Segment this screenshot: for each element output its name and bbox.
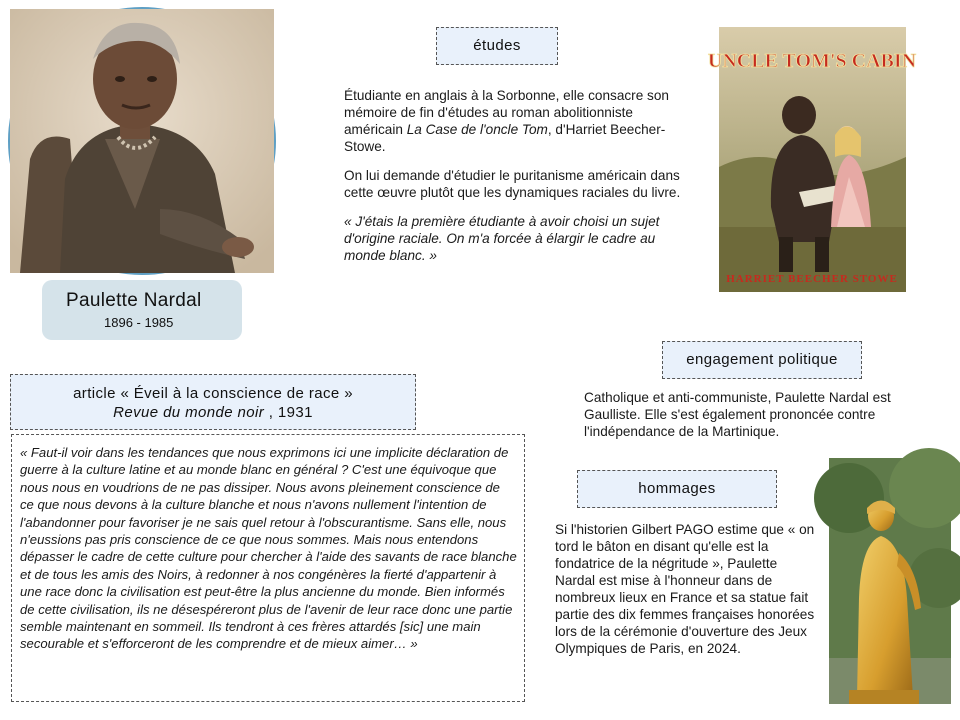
person-name: Paulette Nardal: [66, 290, 202, 311]
article-year: , 1931: [264, 404, 313, 421]
etudes-paragraph-1: Étudiante en anglais à la Sorbonne, elle consacre son mémoire de fin d'études au roman abolitionniste américain La Case de l'oncle Tom, d'Harriet Beecher-Stowe.: [344, 88, 669, 154]
article-source: [11, 403, 415, 422]
article-quote-box: [11, 434, 525, 702]
article-header: [10, 374, 416, 430]
name-card: [42, 280, 242, 340]
portrait-image: [10, 9, 274, 273]
book-cover: [707, 27, 917, 292]
article-quote: « Faut-il voir dans les tendances que nous exprimons ici une implicite déclaration de guerre à la culture latine et au monde blanc en général ? C'est une équivoque que nous nous en voudrions de ne pas dissiper. Nous avons pleinement conscience de ce que nous devons à la culture blanche et nous n'avons nullement l'intention de l'abandonner pour favoriser je ne sais quel retour à l'obscurantisme. Sans elle, nous n'eussions pas pris conscience de ce que nous sommes. Mais nous entendons dépasser le cadre de cette culture pour chercher à l'aide des savants de race blanche et de tous les amis des Noirs, à redonner à nos congénères la fierté d'appartenir à une race donc la civilisation est peut-être la plus ancienne du monde. Bien informés de cette civilisation, ils ne désespéreront plus de l'avenir de leur race donc une partie semble maintenant en sommeil. Ils tendront à ces frères attardés [sic] une main secourable et s'efforceront de les comprendre et de mieux aimer… »: [20, 445, 517, 652]
etudes-quote: « J'étais la première étudiante à avoir choisi un sujet d'origine raciale. On m'a forcée à élargir le cadre au monde blanc. »: [344, 214, 660, 263]
hommages-text: Si l'historien Gilbert PAGO estime que « on tord le bâton en disant qu'elle est la fondatrice de la négritude », Paulette Nardal est mise à l'honneur dans de nombreux lieux en France et sa statue fait partie des dix femmes françaises honorées lors de la cérémonie d'ouverture des Jeux Olympiques de Paris, en 2024.: [555, 522, 815, 656]
person-dates: 1896 - 1985: [104, 315, 174, 330]
engagement-text: Catholique et anti-communiste, Paulette Nardal est Gaulliste. Elle s'est également prononcée contre l'indépendance de la Martinique.: [584, 390, 891, 439]
article-title: article « Éveil à la conscience de race »: [73, 385, 353, 402]
tag-engagement: engagement politique: [662, 341, 862, 379]
tag-hommages: hommages: [577, 470, 777, 508]
book-title-inline: La Case de l'oncle Tom: [406, 122, 548, 137]
book-cover-author: HARRIET BEECHER STOWE: [726, 273, 898, 285]
book-cover-title: UNCLE TOM'S CABIN: [707, 50, 917, 72]
journal-name: Revue du monde noir: [113, 404, 265, 421]
tag-etudes: études: [436, 27, 558, 65]
etudes-section: [344, 87, 684, 264]
statue-photo: [829, 458, 951, 704]
portrait-photo: [8, 7, 276, 275]
etudes-paragraph-2: On lui demande d'étudier le puritanisme américain dans cette œuvre plutôt que les dynamiques raciales du livre.: [344, 168, 681, 200]
